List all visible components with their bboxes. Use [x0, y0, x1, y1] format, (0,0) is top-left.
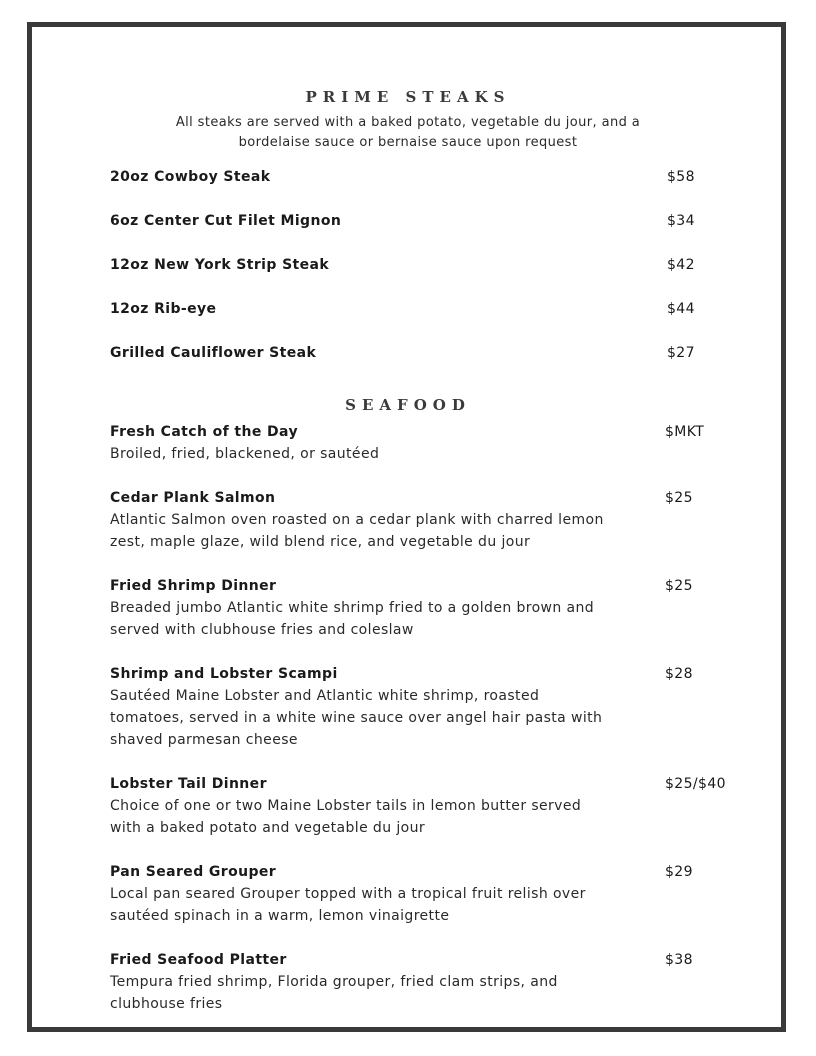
- menu-item-price: $44: [667, 301, 695, 317]
- description-line: Sautéed Maine Lobster and Atlantic white shrimp, roasted: [110, 688, 540, 704]
- menu-item-description: [110, 685, 650, 751]
- steaks-serving-note-line: All steaks are served with a baked potato, vegetable du jour, and a: [175, 115, 641, 130]
- description-line: zest, maple glaze, wild blend rice, and vegetable du jour: [110, 534, 531, 550]
- description-line: Choice of one or two Maine Lobster tails in lemon butter served: [110, 798, 582, 814]
- menu-item-name: Fried Shrimp Dinner: [110, 578, 277, 594]
- description-line: shaved parmesan cheese: [110, 732, 298, 748]
- description-line: sautéed spinach in a warm, lemon vinaigrette: [110, 908, 450, 924]
- menu-item-name: Grilled Cauliflower Steak: [110, 345, 317, 361]
- menu-item-name: 6oz Center Cut Filet Mignon: [110, 213, 342, 229]
- menu-item-name: Pan Seared Grouper: [110, 864, 277, 880]
- menu-item-name: Fresh Catch of the Day: [110, 424, 298, 440]
- menu-item-price: $28: [665, 666, 693, 682]
- description-line: Broiled, fried, blackened, or sautéed: [110, 446, 380, 462]
- description-line: Breaded jumbo Atlantic white shrimp fried to a golden brown and: [110, 600, 595, 616]
- description-line: served with clubhouse fries and coleslaw: [110, 622, 414, 638]
- description-line: clubhouse fries: [110, 996, 223, 1012]
- menu-item-description: [110, 971, 650, 1015]
- menu-item-name: Lobster Tail Dinner: [110, 776, 267, 792]
- menu-item-description: [110, 597, 650, 641]
- description-line: with a baked potato and vegetable du jour: [110, 820, 426, 836]
- menu-item-name: Cedar Plank Salmon: [110, 490, 276, 506]
- description-line: Tempura fried shrimp, Florida grouper, fried clam strips, and: [110, 974, 558, 990]
- menu-item-name: 12oz New York Strip Steak: [110, 257, 330, 273]
- menu-item-name: Fried Seafood Platter: [110, 952, 287, 968]
- menu-item-price: $25: [665, 578, 693, 594]
- menu-item-name: Shrimp and Lobster Scampi: [110, 666, 338, 682]
- menu-item-price: $38: [665, 952, 693, 968]
- menu-item-price: $58: [667, 169, 695, 185]
- steaks-serving-note-line: bordelaise sauce or bernaise sauce upon request: [238, 135, 578, 150]
- menu-item-price: $MKT: [665, 424, 705, 440]
- menu-item-price: $34: [667, 213, 695, 229]
- menu-item-name: 20oz Cowboy Steak: [110, 169, 271, 185]
- menu-item-price: $25: [665, 490, 693, 506]
- description-line: Atlantic Salmon oven roasted on a cedar plank with charred lemon: [110, 512, 604, 528]
- menu-item-name: 12oz Rib-eye: [110, 301, 217, 317]
- menu-item-description: [110, 795, 650, 839]
- menu-item-description: [110, 883, 650, 927]
- description-line: tomatoes, served in a white wine sauce over angel hair pasta with: [110, 710, 603, 726]
- menu-item-price: $42: [667, 257, 695, 273]
- menu-item-description: [110, 443, 650, 465]
- menu-item-price: $25/$40: [665, 776, 726, 792]
- steaks-serving-note: [150, 113, 666, 153]
- description-line: Local pan seared Grouper topped with a tropical fruit relish over: [110, 886, 586, 902]
- section-title-seafood: SEAFOOD: [345, 396, 471, 414]
- menu-item-price: $27: [667, 345, 695, 361]
- menu-item-description: [110, 509, 650, 553]
- menu-item-price: $29: [665, 864, 693, 880]
- section-title-prime-steaks: PRIME STEAKS: [305, 88, 511, 106]
